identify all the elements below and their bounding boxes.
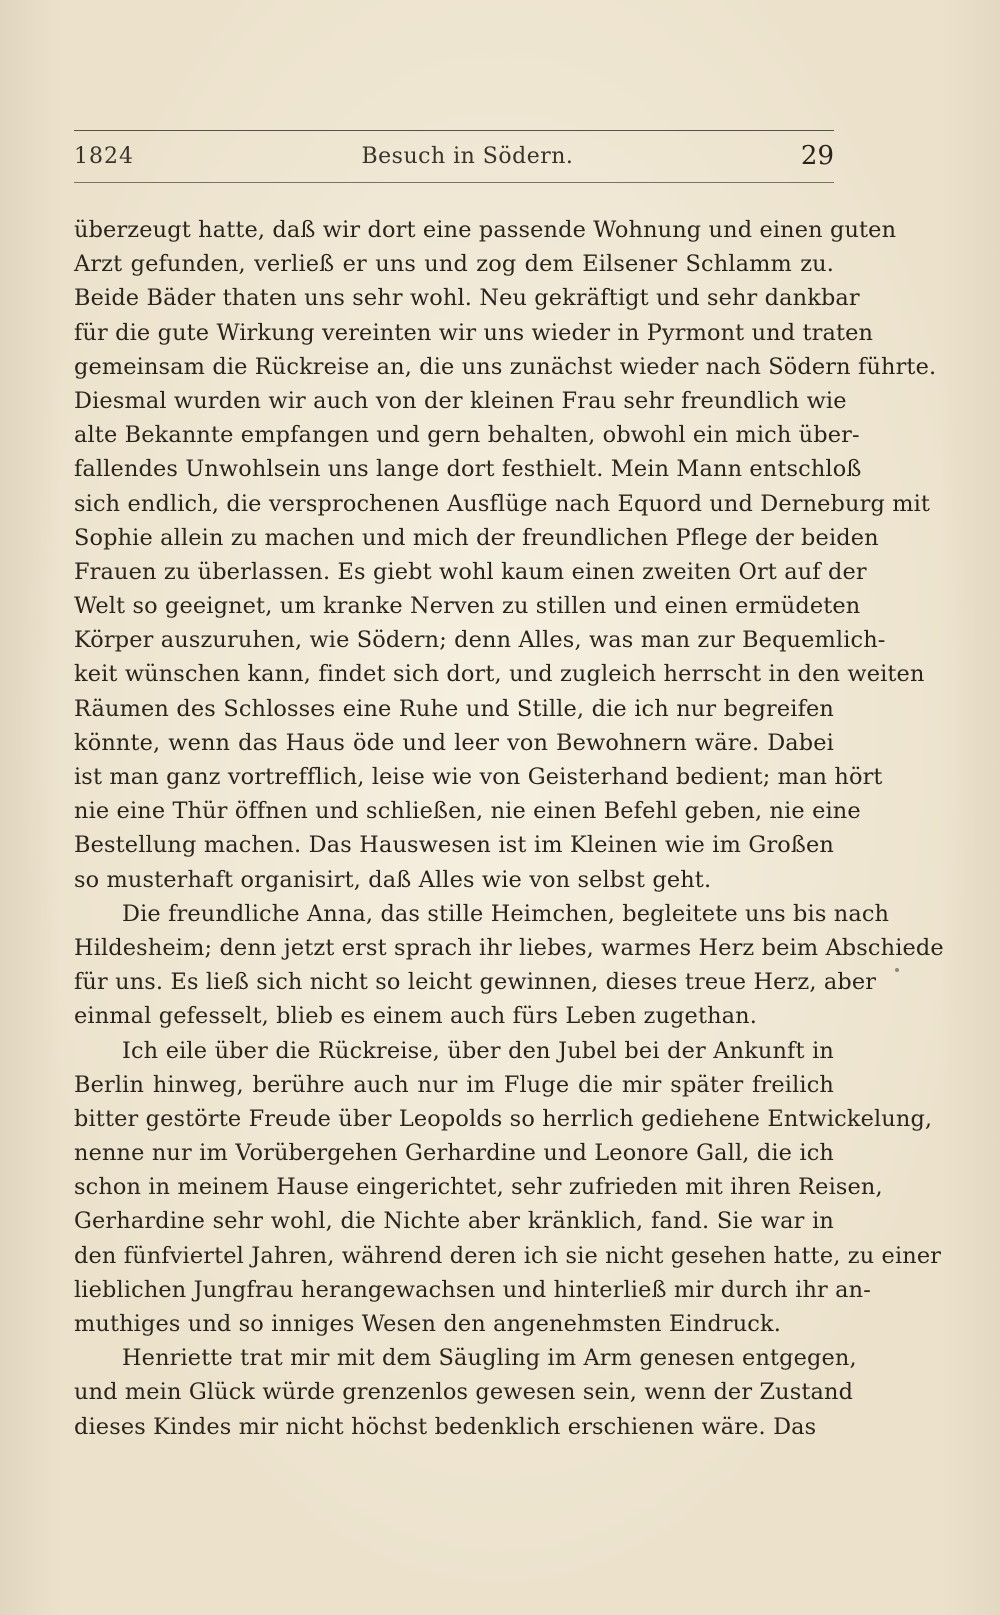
text-line: nie eine Thür öffnen und schließen, nie einen Befehl geben, nie eine (74, 798, 861, 825)
header-rule-bottom (74, 182, 834, 183)
body-text (74, 213, 944, 1444)
running-header (74, 136, 834, 176)
text-line: Die freundliche Anna, das stille Heimchen, begleitete uns bis nach (122, 900, 890, 927)
page-number: 29 (800, 141, 834, 171)
text-line: Gerhardine sehr wohl, die Nichte aber kränklich, fand. Sie war in (74, 1208, 834, 1235)
header-rule-top (74, 130, 834, 131)
text-line: Berlin hinweg, berühre auch nur im Fluge die mir später freilich (74, 1071, 834, 1098)
text-line: überzeugt hatte, daß wir dort eine passende Wohnung und einen guten (74, 217, 897, 243)
paragraph (74, 1034, 942, 1342)
text-line: dieses Kindes mir nicht höchst bedenklich erschienen wäre. Das (74, 1413, 817, 1440)
text-line: lieblichen Jungfrau herangewachsen und hinterließ mir durch ihr an- (74, 1276, 871, 1303)
text-line: gemeinsam die Rückreise an, die uns zunächst wieder nach Södern führte. (74, 353, 937, 380)
text-line: ist man ganz vortrefflich, leise wie von Geisterhand bedient; man hört (74, 764, 883, 790)
text-line: Frauen zu überlassen. Es giebt wohl kaum einen zweiten Ort auf der (74, 558, 867, 585)
text-line: Beide Bäder thaten uns sehr wohl. Neu gekräftigt und sehr dankbar (74, 285, 860, 312)
text-line: Sophie allein zu machen und mich der freundlichen Pflege der beiden (74, 524, 879, 551)
paper-speck (895, 968, 899, 972)
paragraph (74, 1341, 857, 1444)
text-line: schon in meinem Hause eingerichtet, sehr zufrieden mit ihren Reisen, (74, 1174, 883, 1201)
paragraph (74, 897, 944, 1034)
text-line: für die gute Wirkung vereinten wir uns wieder in Pyrmont und traten (74, 319, 874, 346)
text-line: für uns. Es ließ sich nicht so leicht gewinnen, dieses treue Herz, aber (74, 969, 877, 996)
text-line: Henriette trat mir mit dem Säugling im Arm genesen entgegen, (122, 1345, 857, 1372)
text-line: muthiges und so inniges Wesen den angenehmsten Eindruck. (74, 1311, 781, 1337)
text-line: und mein Glück würde grenzenlos gewesen sein, wenn der Zustand (74, 1379, 854, 1406)
text-line: alte Bekannte empfangen und gern behalten, obwohl ein mich über- (74, 422, 860, 449)
text-line: könnte, wenn das Haus öde und leer von Bewohnern wäre. Dabei (74, 729, 834, 756)
text-line: Arzt gefunden, verließ er uns und zog dem Eilsener Schlamm zu. (74, 251, 834, 278)
text-line: Räumen des Schlosses eine Ruhe und Stille, die ich nur begreifen (74, 695, 834, 722)
running-header-title: Besuch in Södern. (361, 143, 574, 169)
text-line: Welt so geeignet, um kranke Nerven zu stillen und einen ermüdeten (74, 593, 861, 620)
text-line: fallendes Unwohlsein uns lange dort festhielt. Mein Mann entschloß (74, 456, 862, 483)
text-line: sich endlich, die versprochenen Ausflüge nach Equord und Derneburg mit (74, 490, 931, 517)
text-line: den fünfviertel Jahren, während deren ich sie nicht gesehen hatte, zu einer (74, 1242, 942, 1269)
text-line: Ich eile über die Rückreise, über den Jubel bei der Ankunft in (122, 1037, 834, 1064)
running-header-year: 1824 (74, 143, 134, 169)
text-line: so musterhaft organisirt, daß Alles wie von selbst geht. (74, 866, 712, 893)
text-line: Hildesheim; denn jetzt erst sprach ihr liebes, warmes Herz beim Abschiede (74, 934, 944, 961)
text-line: Körper auszuruhen, wie Södern; denn Alles, was man zur Bequemlich- (74, 627, 886, 654)
text-line: bitter gestörte Freude über Leopolds so herrlich gediehene Entwickelung, (74, 1105, 933, 1132)
text-line: Bestellung machen. Das Hauswesen ist im Kleinen wie im Großen (74, 832, 834, 859)
text-line: Diesmal wurden wir auch von der kleinen Frau sehr freundlich wie (74, 387, 847, 414)
text-line: keit wünschen kann, findet sich dort, und zugleich herrscht in den weiten (74, 661, 925, 688)
paragraph (74, 213, 937, 897)
text-line: nenne nur im Vorübergehen Gerhardine und Leonore Gall, die ich (74, 1140, 834, 1167)
text-line: einmal gefesselt, blieb es einem auch fürs Leben zugethan. (74, 1003, 757, 1030)
